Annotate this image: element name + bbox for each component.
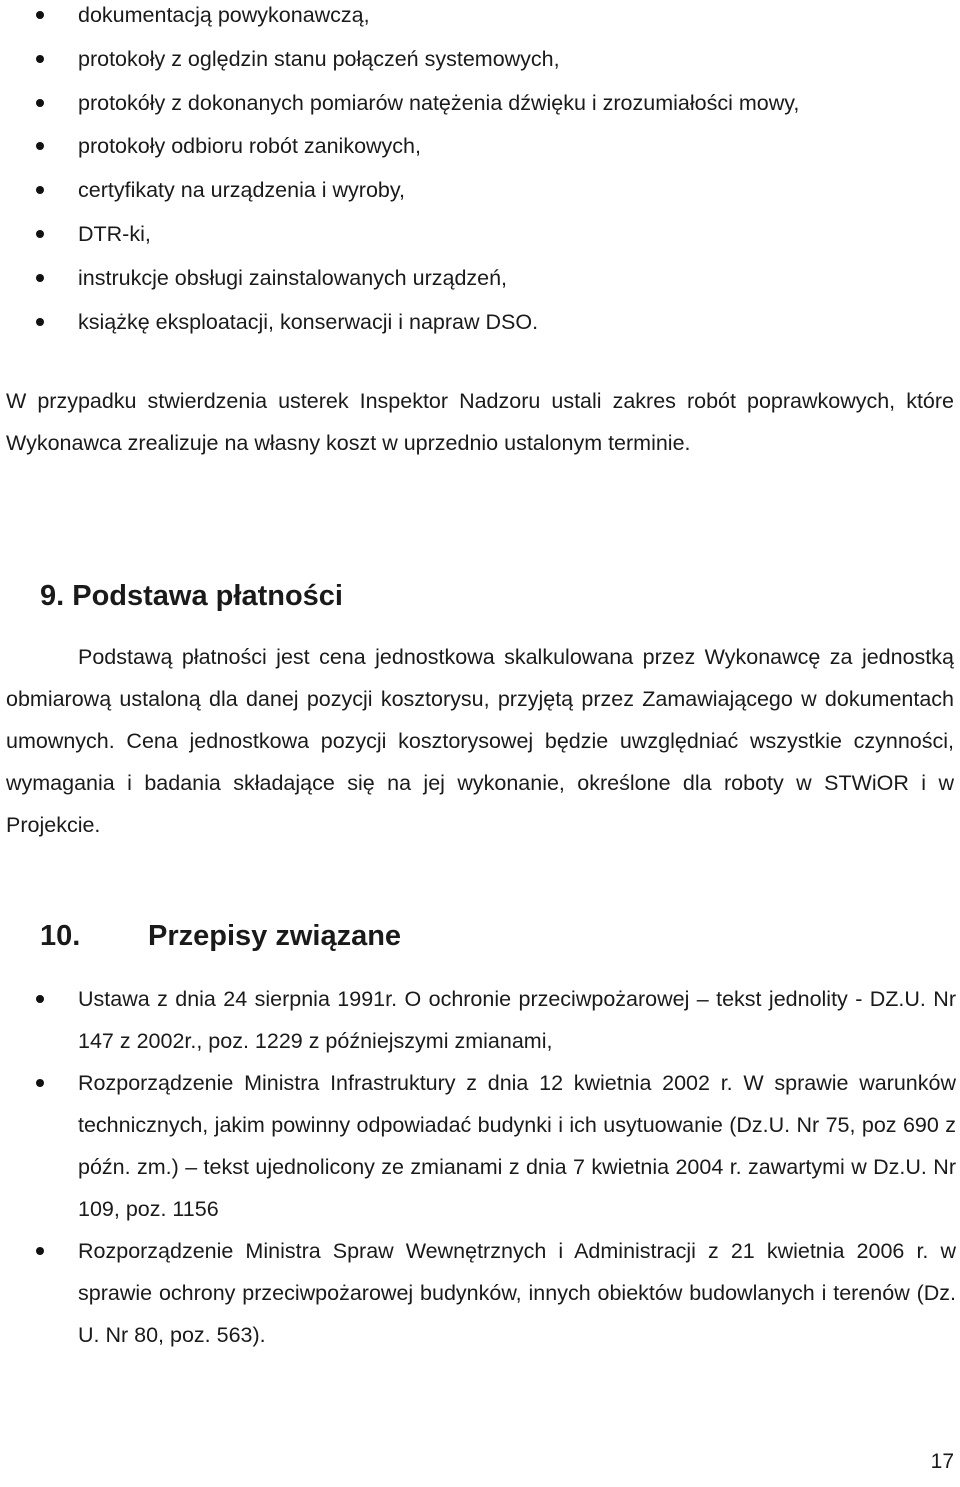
section-number: 9. <box>40 580 65 612</box>
section-title: Przepisy związane <box>148 920 402 952</box>
list-item <box>0 175 960 219</box>
section-heading-regulations <box>40 920 401 953</box>
payment-paragraph: Podstawą płatności jest cena jednostkowa skalkulowana przez Wykonawcę za jednostką obmiarową ustaloną dla danej pozycji kosztorysu, przyjętą przez Zamawiającego w dokumentach umownych. Cena jednostkowa pozycji kosztorysowej będzie uwzględniać wszystkie czynności, wymagania i badania składające się na jej wykonanie, określone dla roboty w STWiOR i w Projekcie. <box>6 645 954 837</box>
list-item <box>0 131 960 175</box>
list-item-text: Ustawa z dnia 24 sierpnia 1991r. O ochronie przeciwpożarowej – tekst jednolity - DZ.U. Nr 147 z 2002r., poz. 1229 z późniejszymi zmianami, <box>78 987 956 1053</box>
bullet-icon <box>36 1247 44 1255</box>
list-item-text: Rozporządzenie Ministra Infrastruktury z dnia 12 kwietnia 2002 r. W sprawie warunków technicznych, jakim powinny odpowiadać budynki i ich usytuowanie (Dz.U. Nr 75, poz 690 z późn. zm.) – tekst ujednolicony ze zmianami z dnia 7 kwietnia 2004 r. zawartymi w Dz.U. Nr 109, poz. 1156 <box>78 1071 956 1221</box>
list-item-text: Rozporządzenie Ministra Spraw Wewnętrznych i Administracji z 21 kwietnia 2006 r. w sprawie ochrony przeciwpożarowej budynków, innych obiektów budowlanych i terenów (Dz. U. Nr 80, poz. 563). <box>78 1239 956 1347</box>
bullet-icon <box>36 186 44 194</box>
section-title: Podstawa płatności <box>72 580 343 612</box>
list-item <box>0 307 960 351</box>
bullet-icon <box>36 1079 44 1087</box>
list-item <box>0 219 960 263</box>
list-item <box>0 44 960 88</box>
list-item-text: dokumentacją powykonawczą, <box>78 3 370 27</box>
bullet-icon <box>36 230 44 238</box>
bullet-icon <box>36 142 44 150</box>
bullet-icon <box>36 995 44 1003</box>
list-item <box>0 88 960 132</box>
list-item-text: protokóły z dokonanych pomiarów natężenia dźwięku i zrozumiałości mowy, <box>78 90 800 115</box>
list-item <box>0 978 960 1062</box>
list-item <box>0 263 960 307</box>
page-number: 17 <box>930 1450 954 1473</box>
documentation-list <box>0 0 960 350</box>
list-item-text: książkę eksploatacji, konserwacji i napraw DSO. <box>78 309 539 334</box>
inspector-paragraph: W przypadku stwierdzenia usterek Inspektor Nadzoru ustali zakres robót poprawkowych, które Wykonawca zrealizuje na własny koszt w uprzednio ustalonym terminie. <box>6 389 954 455</box>
section-number: 10. <box>40 920 81 952</box>
regulations-list <box>0 978 960 1356</box>
bullet-icon <box>36 274 44 282</box>
list-item-text: instrukcje obsługi zainstalowanych urządzeń, <box>78 265 508 290</box>
list-item-text: DTR-ki, <box>78 221 151 246</box>
list-item <box>0 1062 960 1230</box>
bullet-icon <box>36 11 44 19</box>
bullet-icon <box>36 318 44 326</box>
bullet-icon <box>36 55 44 63</box>
list-item-text: protokoły z oględzin stanu połączeń systemowych, <box>78 46 560 71</box>
list-item-text: certyfikaty na urządzenia i wyroby, <box>78 178 406 203</box>
list-item-text: protokoły odbioru robót zanikowych, <box>78 134 421 159</box>
list-item <box>0 1230 960 1356</box>
bullet-icon <box>36 99 44 107</box>
list-item <box>0 0 960 44</box>
section-heading-payment <box>40 580 343 613</box>
